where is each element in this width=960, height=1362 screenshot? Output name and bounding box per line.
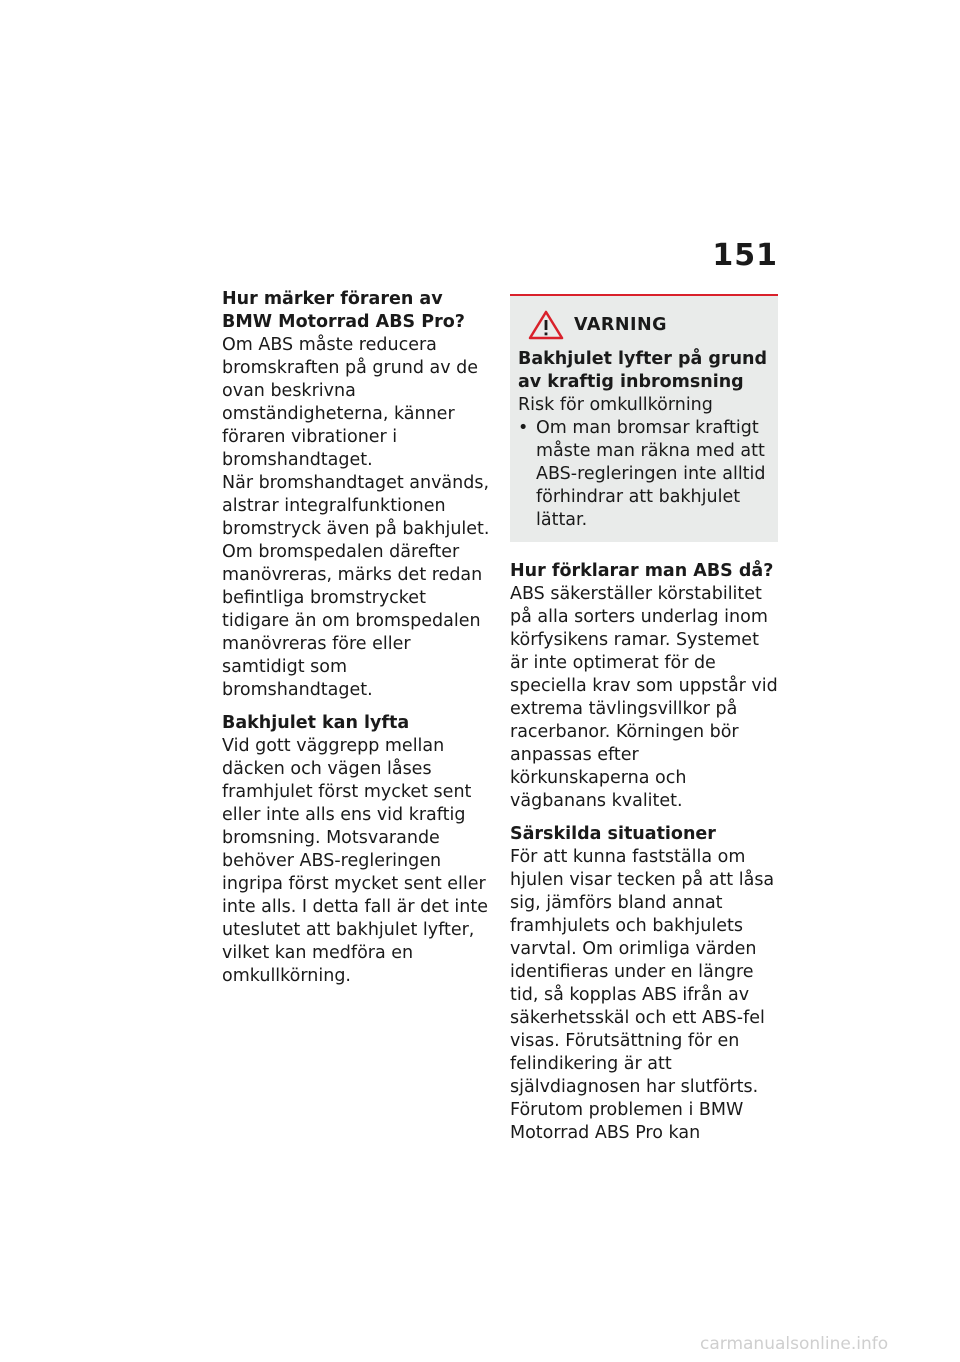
paragraph: ABS säkerställer körstabilitet på alla sorters underlag inom körfysikens ramar. Systemet är inte optimerat för de speciella krav som uppstår vid extrema tävlingsvillkor på racerbanor. Körningen bör anpassas efter körkunskaperna och vägbanans kvalitet. <box>510 584 778 811</box>
page-number: 151 <box>712 238 778 273</box>
bullet-mark: • <box>518 418 529 438</box>
paragraph: För att kunna fastställa om hjulen visar tecken på att låsa sig, jämförs bland annat framhjulets och bakhjulets varvtal. Om orimliga värden identifieras under en längre tid, så kopplas ABS ifrån av säkerhetsskäl och ett ABS-fel visas. Förutsättning för en felindikering är att självdiagnosen har slutförts. <box>510 847 775 1097</box>
paragraph: Om ABS måste reducera bromskraften på grund av de ovan beskrivna omständigheterna, känner föraren vibrationer i bromshandtaget. <box>222 335 479 470</box>
section-heading: Hur märker föraren av BMW Motorrad ABS Pro? <box>222 289 465 332</box>
section-heading: Särskilda situationer <box>510 824 716 844</box>
section-heading: Bakhjulet kan lyfta <box>222 713 410 733</box>
paragraph: När bromshandtaget används, alstrar integralfunktionen bromstryck även på bakhjulet. Om bromspedalen därefter manövreras, märks det redan befintliga bromstrycket tidigare än om bromspedalen manövreras före eller samtidigt som bromshandtaget. <box>222 473 490 700</box>
warning-box <box>510 294 778 542</box>
bullet-text: Om man bromsar kraftigt måste man räkna med att ABS-regleringen inte alltid förhindrar att bakhjulet lättar. <box>536 418 766 530</box>
warning-bullet <box>518 417 770 532</box>
section-heading: Hur förklarar man ABS då? <box>510 561 774 581</box>
warning-heading: Bakhjulet lyfter på grund av kraftig inbromsning <box>518 349 768 392</box>
warning-risk: Risk för omkullkörning <box>518 395 713 415</box>
warning-header <box>518 310 770 340</box>
paragraph: Vid gott väggrepp mellan däcken och vägen låses framhjulet först mycket sent eller inte alls ens vid kraftig bromsning. Motsvarande behöver ABS-regleringen ingripa först mycket sent eller inte alls. I detta fall är det inte uteslutet att bakhjulet lyfter, vilket kan medföra en omkullkörning. <box>222 736 488 986</box>
warning-title: VARNING <box>574 314 668 335</box>
warning-triangle-icon <box>528 310 564 340</box>
paragraph: Förutom problemen i BMW Motorrad ABS Pro kan <box>510 1100 744 1143</box>
right-column <box>510 288 778 1145</box>
watermark-footer: carmanualsonline.info <box>700 1334 889 1354</box>
left-column <box>222 288 490 988</box>
